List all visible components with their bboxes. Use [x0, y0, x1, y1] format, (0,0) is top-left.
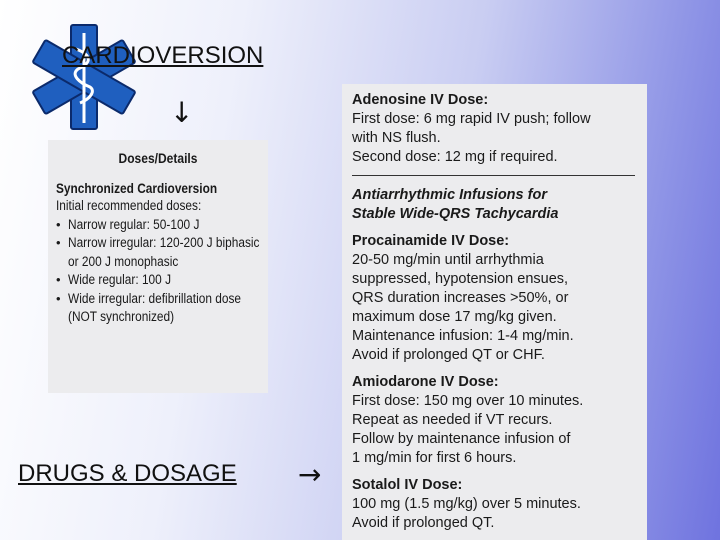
sotalol-line: 100 mg (1.5 mg/kg) over 5 minutes.	[352, 496, 581, 512]
list-item	[56, 271, 260, 290]
list-item-text: (NOT synchronized)	[68, 309, 175, 324]
adenosine-line: with NS flush.	[352, 130, 441, 146]
list-item	[56, 234, 260, 271]
dose-list	[56, 216, 260, 327]
list-item-text: • Narrow irregular: 120-200 J biphasic	[68, 235, 260, 250]
drugs-dosage-heading: DRUGS & DOSAGE	[18, 460, 237, 487]
cardioversion-doses-card	[48, 140, 268, 393]
amiodarone-title: Amiodarone IV Dose:	[352, 374, 499, 390]
card-subtitle: Synchronized Cardioversion	[56, 181, 218, 196]
procainamide-line: Maintenance infusion: 1-4 mg/min.	[352, 328, 574, 344]
arrow-right-icon: →	[298, 458, 322, 491]
sotalol-line: Avoid if prolonged QT.	[352, 515, 495, 531]
amiodarone-section	[352, 373, 637, 468]
list-item	[56, 290, 260, 327]
procainamide-line: QRS duration increases >50%, or	[352, 290, 569, 306]
adenosine-line: Second dose: 12 mg if required.	[352, 149, 558, 165]
section-divider	[352, 175, 635, 176]
list-item	[56, 216, 260, 235]
amiodarone-line: Follow by maintenance infusion of	[352, 431, 571, 447]
card-title: Doses/Details	[118, 150, 198, 166]
procainamide-title: Procainamide IV Dose:	[352, 233, 510, 249]
amiodarone-line: 1 mg/min for first 6 hours.	[352, 450, 517, 466]
adenosine-section	[352, 91, 637, 167]
amiodarone-line: First dose: 150 mg over 10 minutes.	[352, 393, 584, 409]
procainamide-line: 20-50 mg/min until arrhythmia	[352, 252, 544, 268]
sotalol-title: Sotalol IV Dose:	[352, 477, 463, 493]
procainamide-line: suppressed, hypotension ensues,	[352, 271, 569, 287]
infusions-section	[352, 186, 637, 224]
amiodarone-line: Repeat as needed if VT recurs.	[352, 412, 553, 428]
adenosine-title: Adenosine IV Dose:	[352, 92, 489, 108]
star-of-life-logo	[32, 18, 136, 136]
infusions-heading: Antiarrhythmic Infusions for	[352, 187, 547, 203]
adenosine-line: First dose: 6 mg rapid IV push; follow	[352, 111, 591, 127]
sotalol-section	[352, 476, 637, 533]
list-item-text: • Wide regular: 100 J	[68, 272, 172, 287]
list-item-text: or 200 J monophasic	[68, 253, 179, 269]
cardioversion-heading: CARDIOVERSION	[62, 42, 264, 69]
list-item-text: • Wide irregular: defibrillation dose	[68, 290, 242, 306]
drug-dosage-card	[342, 84, 647, 540]
procainamide-section	[352, 232, 637, 365]
card-intro: Initial recommended doses:	[56, 198, 202, 213]
list-item-text: • Narrow regular: 50-100 J	[68, 216, 200, 232]
arrow-down-icon: ↓	[170, 96, 194, 129]
procainamide-line: Avoid if prolonged QT or CHF.	[352, 347, 545, 363]
procainamide-line: maximum dose 17 mg/kg given.	[352, 309, 557, 325]
infusions-heading: Stable Wide-QRS Tachycardia	[352, 206, 559, 222]
